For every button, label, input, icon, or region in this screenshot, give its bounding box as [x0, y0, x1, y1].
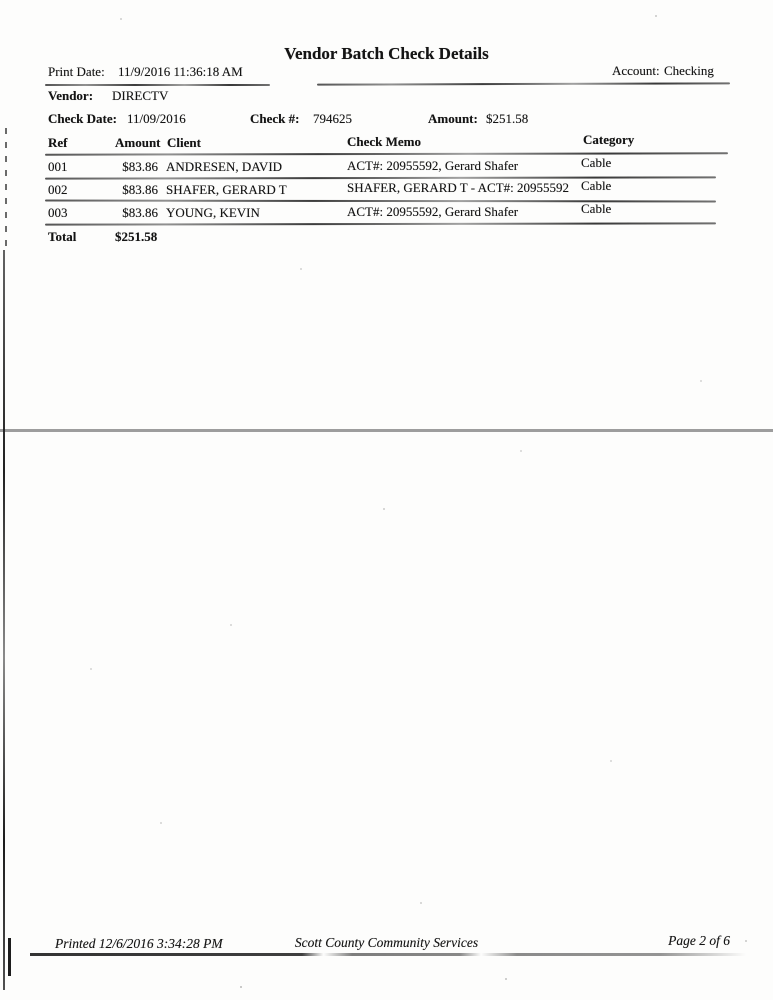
table-row-memo: ACT#: 20955592, Gerard Shafer [347, 204, 519, 219]
row-rule-3 [45, 222, 716, 225]
scan-smudge-line [30, 953, 746, 956]
scan-speckles [0, 0, 2, 2]
footer-organization: Scott County Community Services [294, 935, 479, 950]
header-rule-right [317, 82, 730, 85]
vendor-value: DIRECTV [112, 88, 169, 103]
check-date-value: 11/09/2016 [127, 111, 186, 126]
table-row-category: Cable [581, 155, 612, 170]
table-row-memo: ACT#: 20955592, Gerard Shafer [347, 158, 519, 173]
account-label: Account: [612, 63, 660, 78]
table-row-amount: $83.86 [122, 182, 158, 197]
footer-page-number: Page 2 of 6 [668, 933, 730, 948]
header-rule-left [45, 84, 270, 86]
page-title: Vendor Batch Check Details [284, 44, 489, 63]
table-row-amount: $83.86 [122, 159, 158, 174]
print-date-value: 11/9/2016 11:36:18 AM [118, 64, 243, 79]
table-row-client: YOUNG, KEVIN [166, 205, 260, 220]
check-number-label: Check #: [250, 111, 300, 126]
col-header-ref: Ref [48, 135, 68, 150]
table-row-ref: 003 [48, 205, 68, 220]
col-header-amount: Amount [115, 135, 161, 150]
table-row-ref: 001 [48, 159, 68, 174]
scan-fold-line [0, 429, 773, 432]
col-header-client: Client [167, 135, 201, 150]
total-label: Total [48, 229, 77, 244]
col-header-category: Category [583, 132, 635, 147]
footer-printed: Printed 12/6/2016 3:34:28 PM [55, 936, 223, 951]
account-value: Checking [664, 63, 714, 78]
table-row-category: Cable [581, 201, 612, 216]
table-row-category: Cable [581, 178, 612, 193]
row-rule-2 [45, 200, 716, 203]
table-row-ref: 002 [48, 182, 68, 197]
scan-edge-dashes [5, 128, 7, 250]
total-value: $251.58 [115, 229, 158, 244]
vendor-label: Vendor: [48, 88, 94, 103]
scan-edge-line [3, 250, 5, 990]
scan-edge-bar [8, 938, 11, 976]
amount-label: Amount: [428, 111, 478, 126]
check-number-value: 794625 [313, 111, 352, 126]
table-row-memo: SHAFER, GERARD T - ACT#: 20955592 [347, 180, 569, 195]
col-header-memo: Check Memo [347, 134, 422, 149]
table-header-rule [45, 152, 728, 155]
table-row-client: ANDRESEN, DAVID [166, 159, 283, 174]
check-date-label: Check Date: [48, 111, 117, 126]
print-date-label: Print Date: [48, 64, 105, 79]
table-row-amount: $83.86 [122, 205, 158, 220]
table-row-client: SHAFER, GERARD T [166, 182, 287, 197]
amount-value: $251.58 [486, 111, 529, 126]
